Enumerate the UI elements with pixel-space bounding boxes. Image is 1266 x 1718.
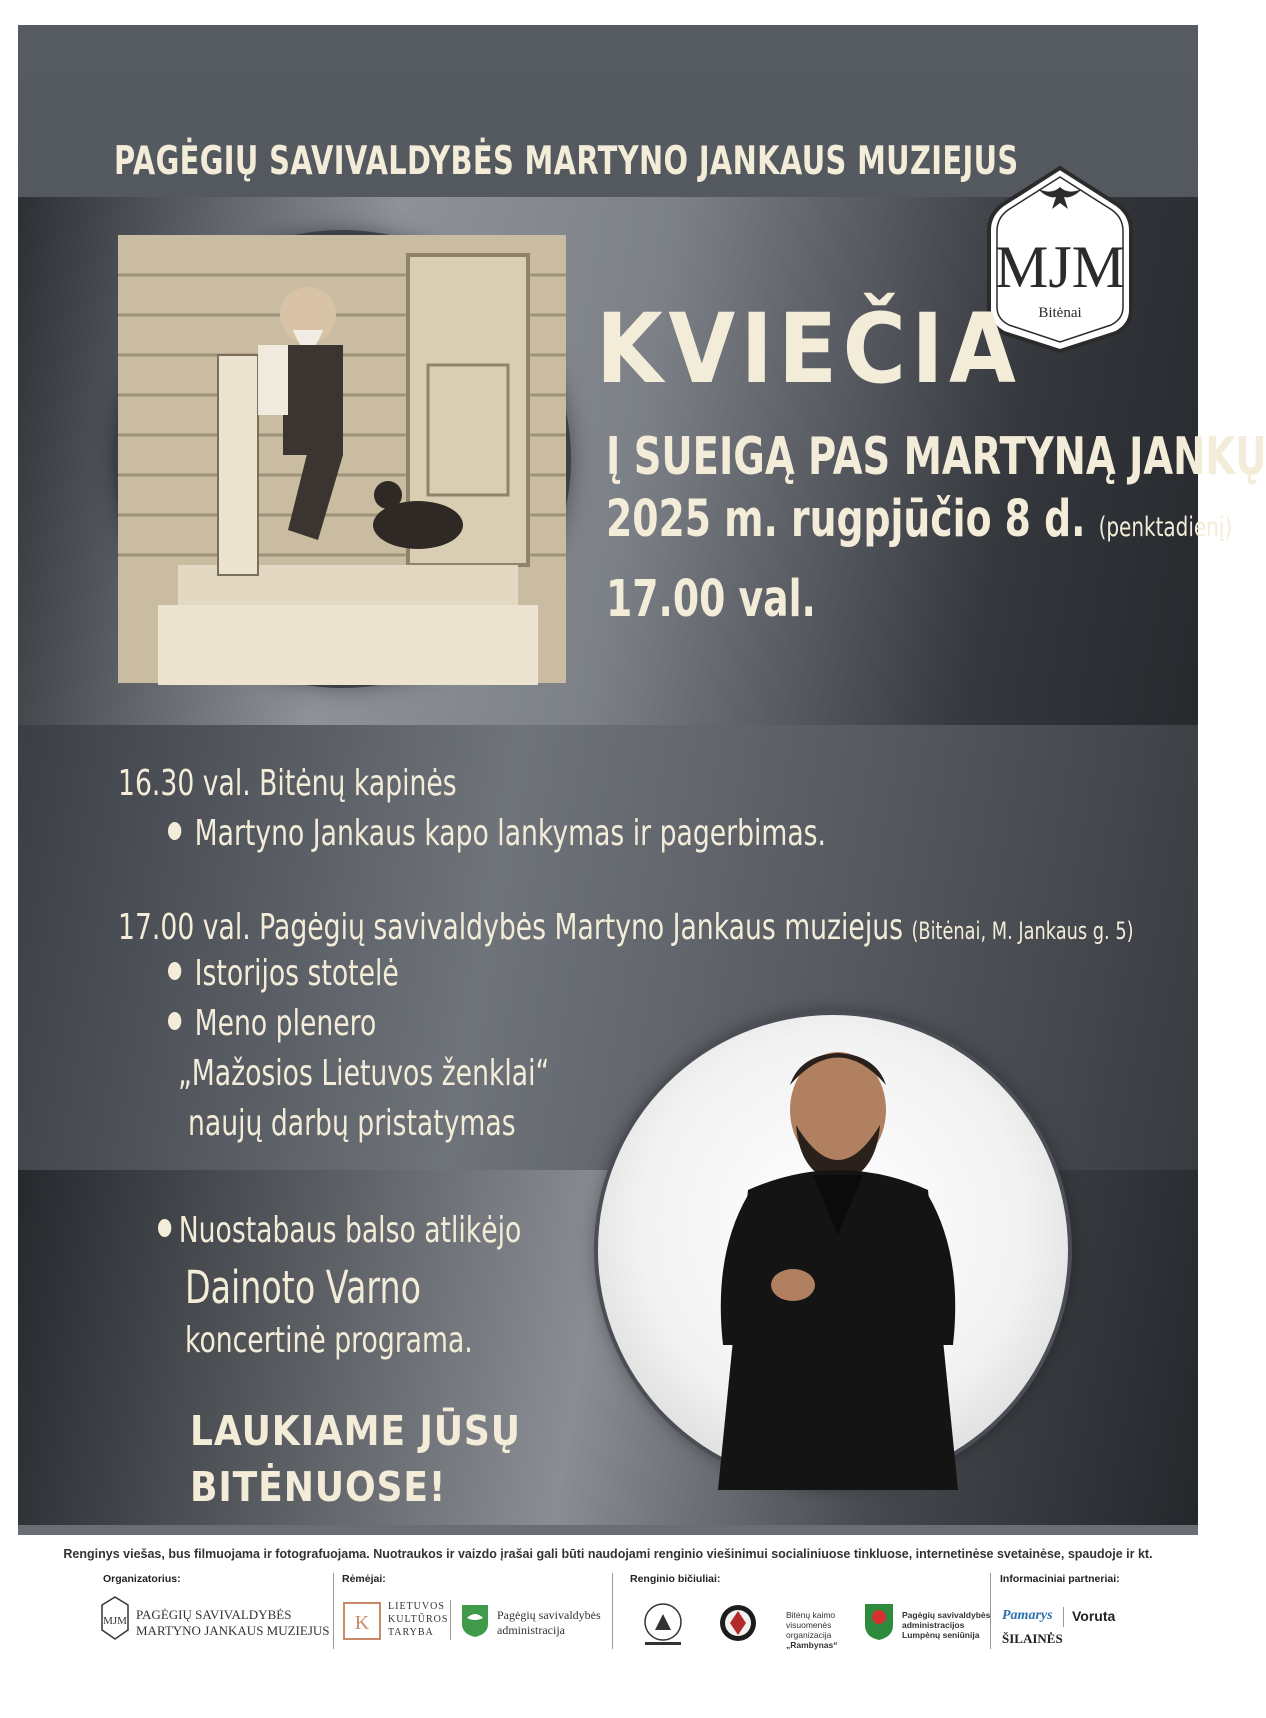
- organizer-heading: Organizatorius:: [103, 1573, 181, 1585]
- program-item2-bullet3: [158, 1210, 521, 1251]
- media-heading: Informaciniai partneriai:: [1000, 1573, 1120, 1585]
- program-item2-time: [118, 907, 1134, 948]
- media-silaines: ŠILAINĖS: [1002, 1631, 1063, 1646]
- friends-heading: Renginio bičiuliai:: [630, 1573, 721, 1585]
- lumpenai-coat-of-arms-icon: [864, 1603, 894, 1641]
- time-place-text: 17.00 val. Pagėgių savivaldybės Martyno Jankaus muziejus: [118, 907, 903, 948]
- event-title: Į SUEIGĄ PAS MARTYNĄ JANKŲ: [606, 427, 1266, 487]
- event-time: 17.00 val.: [606, 570, 816, 629]
- svg-text:MJM: MJM: [103, 1615, 127, 1627]
- bullet-text: Istorijos stotelė: [194, 953, 399, 994]
- organizer-line2: MARTYNO JANKAUS MUZIEJUS: [136, 1623, 330, 1638]
- friend2-logo-icon: [718, 1603, 758, 1643]
- program-item1-bullet: [168, 813, 826, 854]
- footer-divider: [333, 1573, 334, 1649]
- footer-notice: Renginys viešas, bus filmuojama ir fotografuojama. Nuotraukos ir vaizdo įrašai gali būti naudojami renginio viešinimui socialiniuose tinkluose, internetinėse svetainėse, spaudoje ir kt.: [63, 1547, 1153, 1561]
- friend3-line4: „Rambynas“: [786, 1640, 838, 1650]
- svg-text:MJM: MJM: [994, 234, 1126, 300]
- bullet-text: Martyno Jankaus kapo lankymas ir pagerbimas.: [194, 813, 827, 854]
- friend3-line1: Bitėnų kaimo: [786, 1610, 836, 1620]
- organizer-logo-icon: [100, 1596, 130, 1640]
- media-pamarys: Pamarys: [1002, 1608, 1053, 1623]
- closing-line1: LAUKIAME JŪSŲ: [190, 1407, 521, 1455]
- organizer-line1: PAGĖGIŲ SAVIVALDYBĖS: [136, 1607, 292, 1622]
- performer-photo: [598, 1015, 1068, 1485]
- bottom-strip: [18, 1525, 1198, 1535]
- program-item2-bullet2-line2: „Mažosios Lietuvos ženklai“: [178, 1053, 550, 1094]
- sponsor2-line2: administracija: [497, 1623, 565, 1637]
- museum-title: PAGĖGIŲ SAVIVALDYBĖS MARTYNO JANKAUS MUZIEJUS: [114, 139, 1019, 184]
- program-item1-time: 16.30 val. Bitėnų kapinės: [118, 763, 457, 804]
- program-item2-bullet2: [168, 1003, 376, 1044]
- sponsor1-line3: TARYBA: [388, 1627, 434, 1638]
- culture-council-logo-icon: [343, 1602, 381, 1640]
- bullet-icon: [158, 1219, 171, 1237]
- sponsor2-line1: Pagėgių savivaldybės: [497, 1608, 601, 1622]
- program-item2-bullet1: [168, 953, 399, 994]
- friend1-logo-icon: [641, 1602, 685, 1646]
- footer-divider: [990, 1573, 991, 1649]
- historical-photo: [118, 235, 566, 683]
- event-date: [606, 490, 1232, 549]
- bullet-icon: [168, 1012, 181, 1030]
- footer-divider: [612, 1573, 613, 1649]
- friend4-line2: administracijos: [902, 1620, 965, 1630]
- bullet-icon: [168, 962, 181, 980]
- pagegiai-coat-of-arms-icon: [461, 1604, 489, 1638]
- friend4-line3: Lumpėnų seniūnija: [902, 1630, 980, 1640]
- friend3-line3: organizacija: [786, 1630, 832, 1640]
- address-text: (Bitėnai, M. Jankaus g. 5): [911, 917, 1134, 945]
- weekday-text: (penktadienį): [1098, 512, 1233, 543]
- date-text: 2025 m. rugpjūčio 8 d.: [606, 490, 1086, 549]
- program-item2-bullet2-line3: naujų darbų pristatymas: [188, 1103, 516, 1144]
- svg-text:Bitėnai: Bitėnai: [1038, 305, 1082, 321]
- sponsor1-line1: LIETUVOS: [388, 1601, 445, 1612]
- footer-divider: [1063, 1607, 1064, 1627]
- svg-text:K: K: [354, 1612, 370, 1634]
- sponsor1-line2: KULTŪROS: [388, 1614, 449, 1625]
- bullet-text: Nuostabaus balso atlikėjo: [178, 1210, 522, 1251]
- friend3-line2: visuomenės: [786, 1620, 832, 1630]
- headline-kviecia: KVIEČIA: [596, 293, 1022, 405]
- bullet-icon: [168, 822, 181, 840]
- closing-line2: BITĖNUOSE!: [190, 1463, 447, 1511]
- bullet-text: Meno plenero: [194, 1003, 377, 1044]
- program-item2-bullet3-line3: koncertinė programa.: [185, 1320, 473, 1361]
- performer-name: Dainoto Varno: [185, 1261, 421, 1314]
- media-voruta: Voruta: [1072, 1608, 1116, 1624]
- sponsors-heading: Rėmėjai:: [342, 1573, 386, 1585]
- poster: [18, 25, 1266, 1535]
- friend4-line1: Pagėgių savivaldybės: [902, 1610, 991, 1620]
- footer-divider: [450, 1600, 451, 1640]
